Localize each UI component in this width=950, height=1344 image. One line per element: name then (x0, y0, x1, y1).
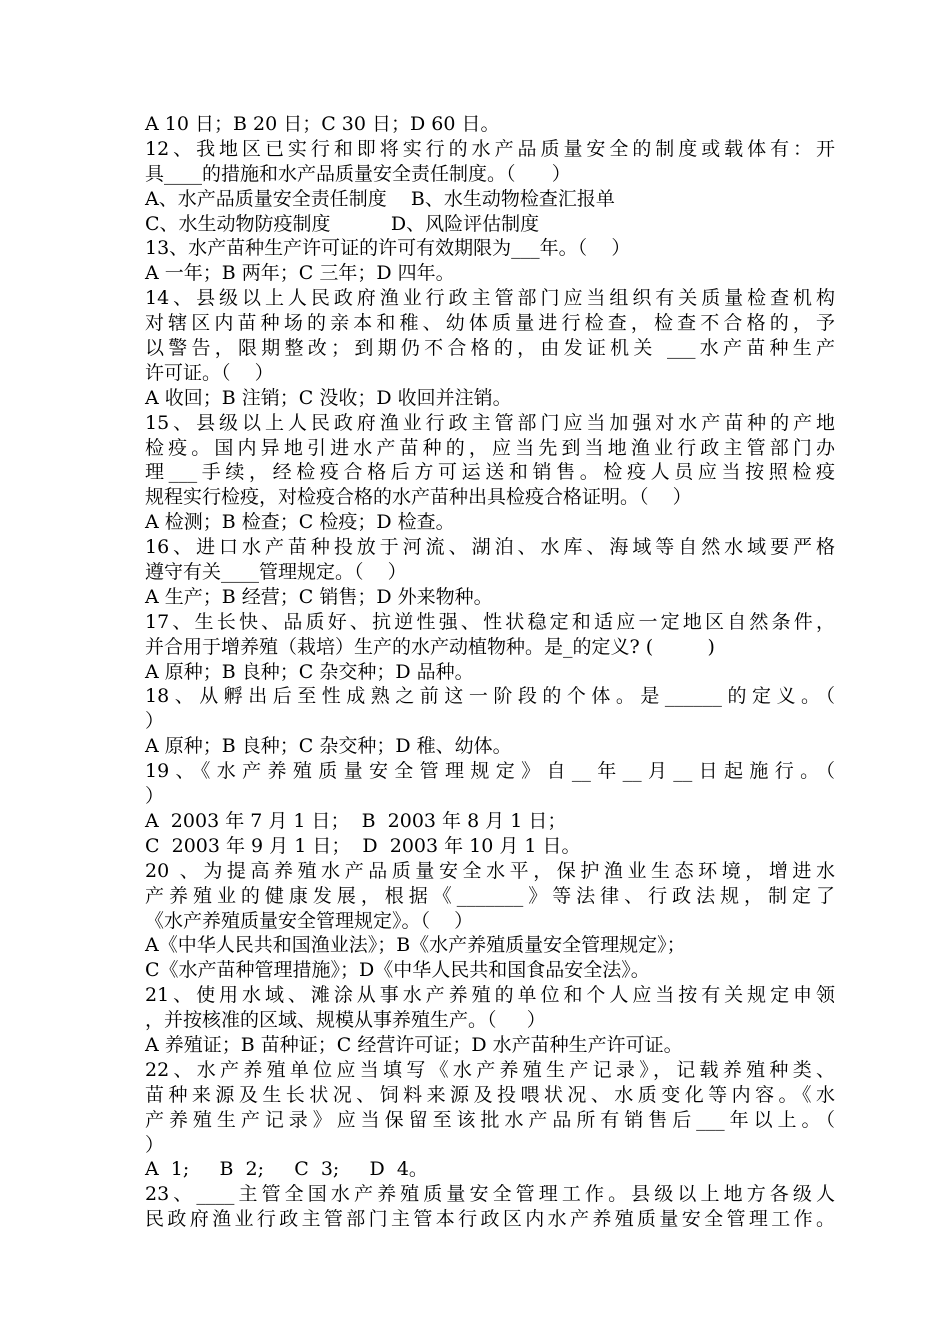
text-line: 以警告，限期整改；到期仍不合格的，由发证机关 ___水产苗种生产 (145, 337, 835, 360)
text-line: ，并按核准的区域、规模从事养殖生产。（ ） (145, 1009, 546, 1032)
text-line: 22、水产养殖单位应当填写《水产养殖生产记录》，记载养殖种类、 (145, 1058, 835, 1081)
text-line: A 一年；B 两年；C 三年；D 四年。 (145, 262, 455, 285)
text-line: C 2003 年 9 月 1 日； D 2003 年 10 月 1 日。 (145, 834, 581, 857)
text-line: 遵守有关____管理规定。（ ） (145, 561, 407, 584)
text-line: 13、水产苗种生产许可证的许可有效期限为___年。（ ） (145, 237, 631, 260)
document-body (145, 112, 835, 1232)
text-line: 民政府渔业行政主管部门主管本行政区内水产养殖质量安全管理工作。 (145, 1208, 835, 1231)
text-line: 12、我地区已实行和即将实行的水产品质量安全的制度或载体有：开 (145, 137, 835, 160)
text-line: 检疫。国内异地引进水产苗种的，应当先到当地渔业行政主管部门办 (145, 436, 835, 459)
text-line: A 2003 年 7 月 1 日； B 2003 年 8 月 1 日； (145, 809, 567, 832)
text-line: 产养殖业的健康发展，根据《_______》等法律、行政法规，制定了 (145, 884, 835, 907)
text-line: 苗种来源及生长状况、饲料来源及投喂状况、水质变化等内容。《水 (145, 1083, 835, 1106)
text-line: A《中华人民共和国渔业法》；B《水产养殖质量安全管理规定》； (145, 934, 686, 957)
text-line: 17、生长快、品质好、抗逆性强、性状稳定和适应一定地区自然条件， (145, 610, 835, 633)
text-line: A 收回；B 注销；C 没收；D 收回并注销。 (145, 386, 512, 409)
text-line: 16、进口水产苗种投放于河流、湖泊、水库、海域等自然水域要严格 (145, 536, 835, 559)
text-line: 对辖区内苗种场的亲本和稚、幼体质量进行检查，检查不合格的，予 (145, 312, 835, 335)
text-line: 23、____主管全国水产养殖质量安全管理工作。县级以上地方各级人 (145, 1183, 835, 1206)
text-line: 20 、为提高养殖水产品质量安全水平，保护渔业生态环境，增进水 (145, 859, 835, 882)
text-line: 18、从孵出后至性成熟之前这一阶段的个体。是______的定义。（ (145, 685, 835, 708)
text-line: A 10 日；B 20 日；C 30 日；D 60 日。 (145, 113, 500, 135)
text-line: A 1; B 2; C 3; D 4。 (145, 1158, 428, 1181)
text-line: 许可证。（ ） (145, 361, 274, 384)
text-line: C《水产苗种管理措施》；D《中华人民共和国食品安全法》。 (145, 959, 650, 982)
text-line: 21、使用水域、滩涂从事水产养殖的单位和个人应当按有关规定申领 (145, 984, 835, 1007)
text-line: ） (145, 710, 165, 733)
text-line: 《水产养殖质量安全管理规定》。（ ） (145, 909, 474, 932)
text-line: 理___手续，经检疫合格后方可运送和销售。检疫人员应当按照检疫 (145, 461, 835, 484)
text-line: A 检测；B 检查；C 检疫；D 检查。 (145, 511, 455, 534)
text-line: A 原种；B 良种；C 杂交种；D 品种。 (145, 660, 474, 683)
text-line: 规程实行检疫，对检疫合格的水产苗种出具检疫合格证明。（ ） (145, 486, 692, 509)
text-line: ） (145, 785, 165, 808)
text-line: A 原种；B 良种；C 杂交种；D 稚、幼体。 (145, 735, 512, 758)
text-line: A 生产；B 经营；C 销售；D 外来物种。 (145, 585, 493, 608)
text-line: C、水生动物防疫制度 D、风险评估制度 (145, 212, 540, 235)
text-line: 14、县级以上人民政府渔业行政主管部门应当组织有关质量检查机构 (145, 287, 835, 310)
text-line: ） (145, 1133, 165, 1156)
text-line: 15、县级以上人民政府渔业行政主管部门应当加强对水产苗种的产地 (145, 411, 835, 434)
text-line: A、水产品质量安全责任制度 B、水生动物检查汇报单 (145, 187, 615, 210)
text-line: 产养殖生产记录》应当保留至该批水产品所有销售后___年以上。（ (145, 1108, 835, 1131)
text-line: A 养殖证；B 苗种证；C 经营许可证；D 水产苗种生产许可证。 (145, 1033, 683, 1056)
text-line: 19、《水产养殖质量安全管理规定》自__年__月__日起施行。（ (145, 760, 835, 783)
text-line: 具____的措施和水产品质量安全责任制度。（ ） (145, 162, 571, 185)
text-line: 并合用于增养殖（栽培）生产的水产动植物种。是_的定义? ( ) (145, 635, 715, 658)
